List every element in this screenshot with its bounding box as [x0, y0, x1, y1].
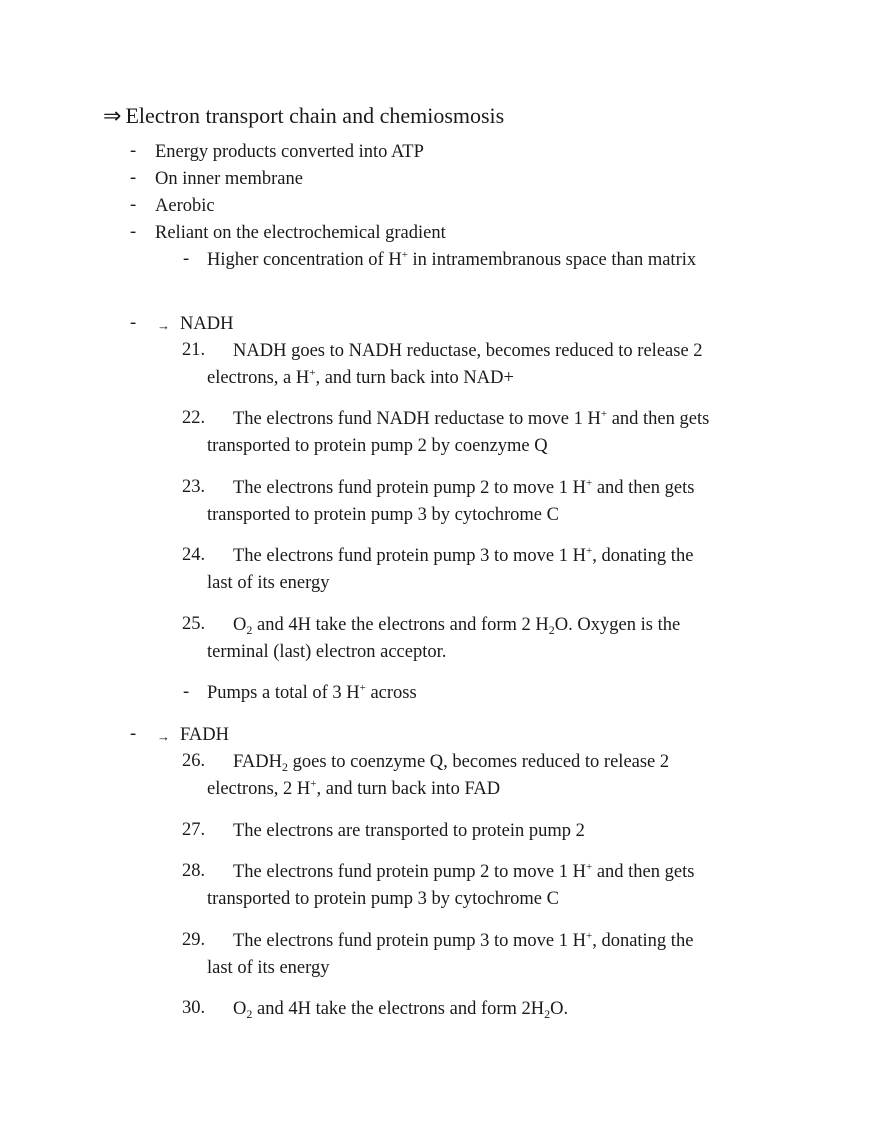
section-heading [103, 103, 504, 129]
bullet-dash: - [130, 313, 137, 333]
step-text: transported to protein pump 3 by cytochrome C [207, 889, 559, 909]
right-arrow-icon: → [157, 318, 170, 333]
bullet-dash: - [130, 141, 137, 161]
step-number: 28. [182, 861, 206, 881]
bullet-dash: - [130, 168, 137, 188]
step-text: The electrons fund protein pump 2 to move 1 H+ and then gets [233, 477, 695, 498]
step-text: NADH goes to NADH reductase, becomes reduced to release 2 [233, 341, 703, 361]
step-text: $O_2$ and 4H take the electrons and form $2H_2O$. [233, 999, 569, 1021]
step-number: 23. [182, 477, 206, 497]
step-number: 30. [182, 998, 206, 1018]
heading-text: Electron transport chain and chemiosmosis [125, 103, 505, 128]
bullet-dash: - [183, 682, 190, 702]
step-number: 22. [182, 408, 206, 428]
step-text: transported to protein pump 3 by cytochrome C [207, 505, 559, 525]
step-number: 27. [182, 820, 206, 840]
double-arrow-icon: ⇒ [103, 103, 122, 128]
step-text: The electrons fund protein pump 2 to move 1 H+ and then gets [233, 861, 695, 882]
step-text: $FADH_2$ goes to coenzyme Q, becomes reduced to release 2 [233, 752, 670, 774]
bullet-dash: - [130, 195, 137, 215]
step-text: $O_2$ and 4H take the electrons and form 2 $H_2O$. Oxygen is the [233, 615, 681, 637]
right-arrow-icon: → [157, 729, 170, 744]
bullet-dash: - [130, 724, 137, 744]
nadh-label: NADH [180, 314, 234, 334]
sub-bullet-dash: - [183, 249, 190, 269]
step-text: transported to protein pump 2 by coenzyme Q [207, 436, 548, 456]
step-text: The electrons fund protein pump 3 to move 1 H+, donating the [233, 930, 694, 951]
bullet-item: Energy products converted into ATP [155, 142, 424, 162]
step-text: The electrons fund protein pump 3 to move 1 H+, donating the [233, 545, 694, 566]
bullet-dash: - [130, 222, 137, 242]
step-text: last of its energy [207, 958, 330, 978]
bullet-item: On inner membrane [155, 169, 303, 189]
step-text: electrons, 2 H+, and turn back into FAD [207, 778, 501, 799]
step-text: The electrons fund NADH reductase to move 1 H+ and then gets [233, 408, 710, 429]
step-number: 24. [182, 545, 206, 565]
step-number: 29. [182, 930, 206, 950]
step-text: The electrons are transported to protein pump 2 [233, 821, 585, 841]
step-text: terminal (last) electron acceptor. [207, 642, 447, 662]
fadh-label: FADH [180, 725, 229, 745]
nadh-summary: Pumps a total of 3 H+ across [207, 682, 417, 703]
bullet-item: Aerobic [155, 196, 215, 216]
bullet-item: Reliant on the electrochemical gradient [155, 223, 446, 243]
step-text: electrons, a H+, and turn back into NAD+ [207, 367, 514, 388]
step-number: 26. [182, 751, 206, 771]
step-number: 25. [182, 614, 206, 634]
step-number: 21. [182, 340, 206, 360]
step-text: last of its energy [207, 573, 330, 593]
sub-bullet-item: Higher concentration of H+ in intramembranous space than matrix [207, 249, 697, 270]
